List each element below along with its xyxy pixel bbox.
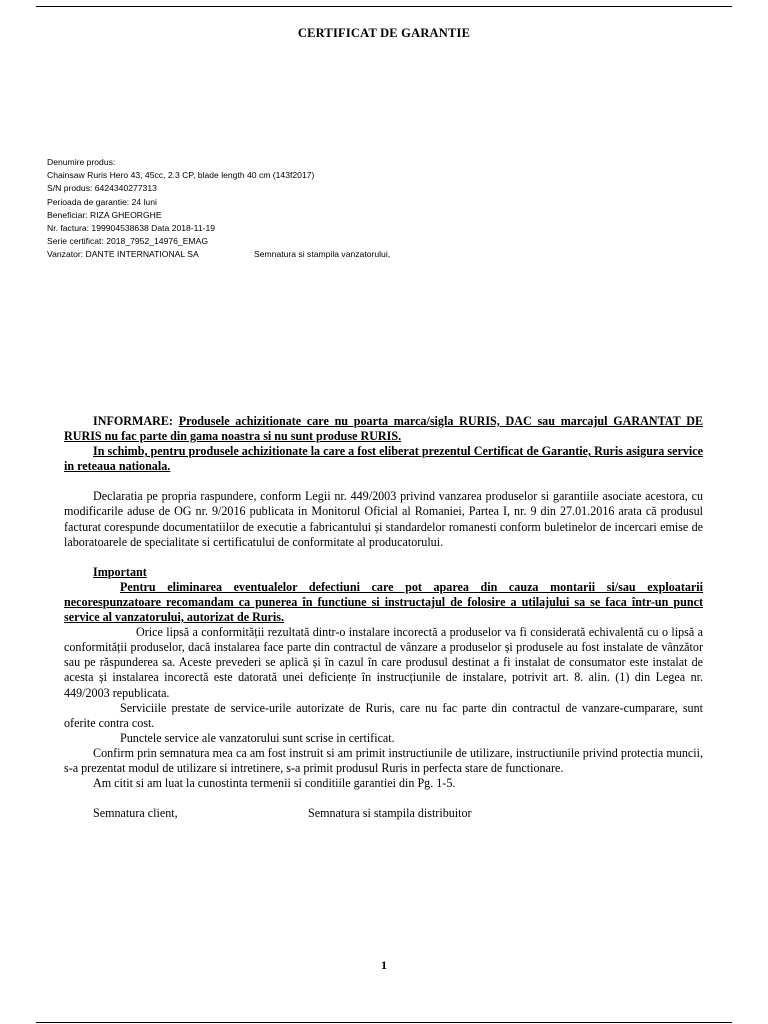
invoice-number: Nr. factura: 199904538638 Data 2018-11-19 [47, 222, 216, 233]
confirmation-paragraph: Confirm prin semnatura mea ca am fost instruit si am primit instructiunile de utilizare, instructiunile privind protectia muncii, s-a prezentat modul de utilizare si intretinere, s-a primit produsul Ruris in perfecta stare de functionare. [64, 745, 703, 775]
document-title: CERTIFICAT DE GARANTIE [297, 26, 471, 40]
terms-paragraph: Am citit si am luat la cunostinta termenii si conditiile garantiei din Pg. 1-5. [93, 776, 456, 791]
seller-row [47, 248, 391, 261]
info-paragraph [64, 414, 703, 444]
page-number: 1 [381, 958, 387, 972]
product-label: Denumire produs: [47, 157, 116, 167]
important-heading: Important [93, 564, 147, 579]
client-signature-label: Semnatura client, [93, 806, 178, 821]
seller-signature-label: Semnatura si stampila vanzatorului, [254, 249, 391, 260]
product-details [47, 156, 391, 262]
document-body [64, 414, 703, 822]
top-rule [36, 6, 732, 7]
signature-row [64, 806, 703, 822]
beneficiary: Beneficiar: RIZA GHEORGHE [47, 209, 162, 220]
certificate-series: Serie certificat: 2018_7952_14976_EMAG [47, 236, 208, 247]
conformity-paragraph: Orice lipsă a conformității rezultată dintr-o instalare incorectă a produselor va fi considerată echivalentă cu o lipsă a conformității produselor, dacă instalarea face parte din contractul de vânzare a produselor și produsele au fost instalate de vânzător sau pe răspunderea sa. Aceste prevederi se aplică și în cazul în care produsul destinat a fi instalat de consumator este instalat de acesta și instalarea incorectă este datorată unei deficiențe în instrucțiunile de instalare, potrivit art. 8. alin. (1) din Legea nr. 449/2003 republicata. [64, 625, 703, 700]
service-points-paragraph: Punctele service ale vanzatorului sunt scrise in certificat. [120, 730, 395, 745]
seller-name: Vanzator: DANTE INTERNATIONAL SA [47, 249, 199, 260]
distributor-signature-label: Semnatura si stampila distribuitor [308, 806, 472, 821]
product-name: Chainsaw Ruris Hero 43, 45cc, 2.3 CP, blade length 40 cm (143f2017) [47, 170, 315, 181]
services-paragraph: Serviciile prestate de service-urile autorizate de Ruris, care nu fac parte din contractul de vanzare-cumparare, sunt oferite contra cost. [64, 700, 703, 730]
warranty-period: Perioada de garantie: 24 luni [47, 196, 157, 207]
declaration-paragraph: Declaratia pe propria raspundere, conform Legii nr. 449/2003 privind vanzarea produselor si garantiile asociate acestora, cu modificarile aduse de OG nr. 9/2016 publicata in Monitorul Oficial al Romaniei, Partea I, nr. 9 din 27.01.2016 arata că produsul facturat corespunde documentatiilor de executie a fabricantului și standardelor romanesti conform buletinelor de incercari emise de laboratoarele de specialitate si certificatului de conformitate al producatorului. [64, 489, 703, 549]
important-recommendation: Pentru eliminarea eventualelor defectiuni care pot aparea din cauza montarii si/sau exploatarii necorespunzatoare recomandam ca punerea în functiune si instructajul de folosire a utilajului sa se faca într-un punct service al vanzatorului, autorizat de Ruris. [64, 579, 703, 625]
bottom-rule [36, 1022, 732, 1023]
info-text-2: In schimb, pentru produsele achizitionate la care a fost eliberat prezentul Certificat de Garantie, Ruris asigura service in reteaua nationala. [64, 444, 703, 474]
serial-number: S/N produs: 6424340277313 [47, 183, 157, 194]
info-label: INFORMARE: [93, 414, 173, 428]
info-text-1: Produsele achizitionate care nu poarta marca/sigla RURIS, DAC sau marcajul GARANTAT DE RURIS nu fac parte din gama noastra si nu sunt produse RURIS. [64, 414, 704, 444]
